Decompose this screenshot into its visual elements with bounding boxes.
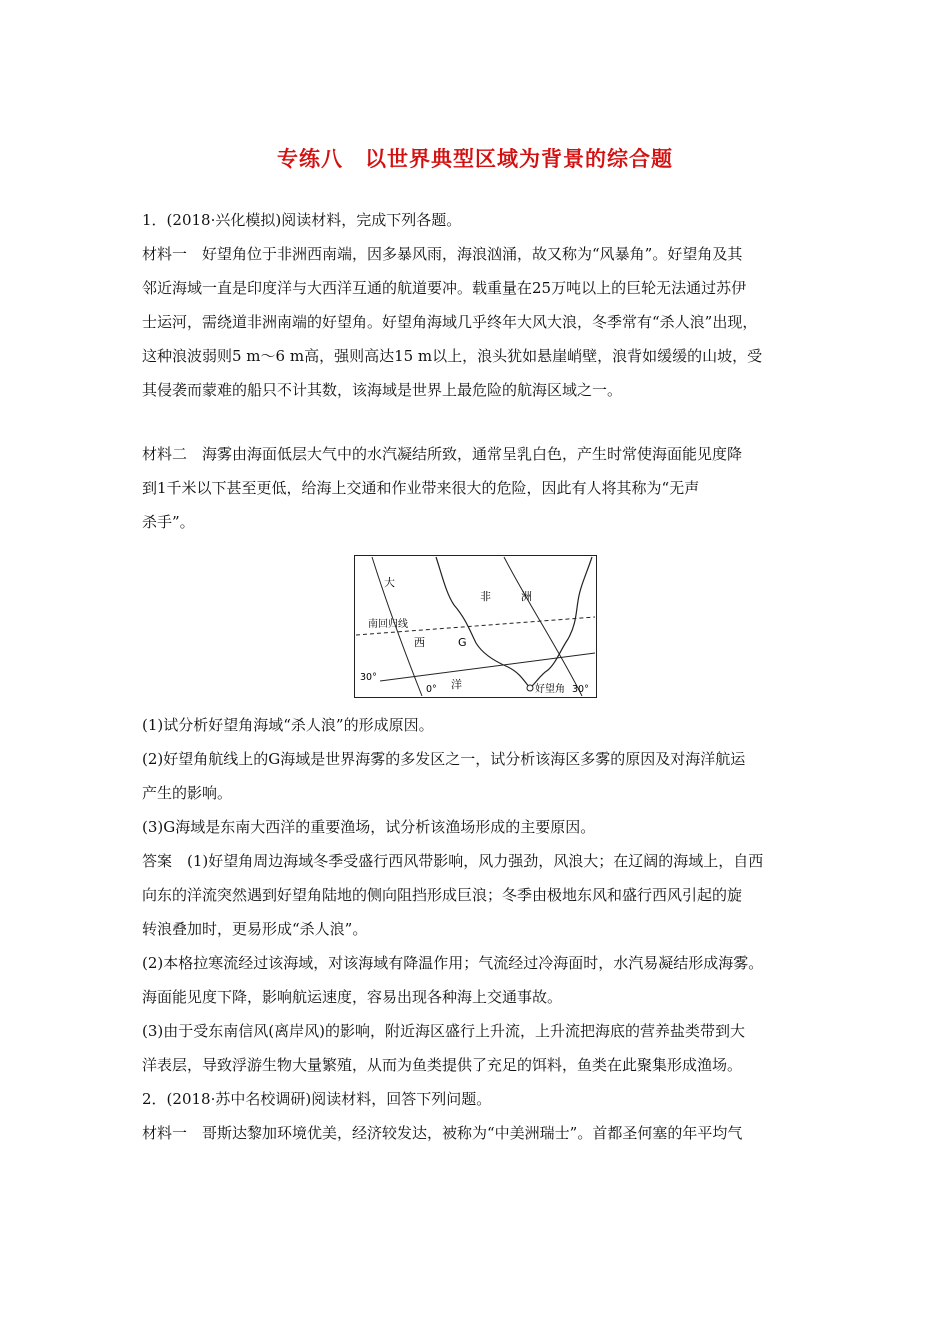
label-30e: 30° xyxy=(572,684,589,695)
label-30w: 30° xyxy=(360,672,377,683)
text-line: 杀手”。 xyxy=(142,513,195,531)
answer-line: 答案 (1)好望角周边海域冬季受盛行西风带影响，风力强劲，风浪大；在辽阔的海域上，自西 xyxy=(142,852,764,870)
material-1-paragraph xyxy=(142,237,810,407)
cape-of-good-hope-map xyxy=(354,555,597,698)
answer-line: 转浪叠加时，更易形成“杀人浪”。 xyxy=(142,920,368,938)
label-fei: 非 xyxy=(480,590,491,603)
label-da: 大 xyxy=(384,576,395,589)
question-2-material-1: 材料一 哥斯达黎加环境优美，经济较发达，被称为“中美洲瑞士”。首都圣何塞的年平均气 xyxy=(142,1124,743,1142)
label-g: G xyxy=(458,636,467,649)
material-2-paragraph xyxy=(142,437,810,539)
label-xi: 西 xyxy=(414,636,425,649)
label-yang: 洋 xyxy=(451,678,462,691)
label-cape: 好望角 xyxy=(535,684,565,695)
label-0: 0° xyxy=(426,684,437,695)
sub-question-1: (1)试分析好望角海域“杀人浪”的形成原因。 xyxy=(142,716,434,734)
page-title: 专练八 以世界典型区域为背景的综合题 xyxy=(277,147,673,171)
label-zhou: 洲 xyxy=(521,590,532,603)
text-line: 这种浪波弱则5 m～6 m高，强则高达15 m以上，浪头犹如悬崖峭壁，浪背如缓缓的山坡，受 xyxy=(142,347,763,365)
question-2-heading: 2．(2018·苏中名校调研)阅读材料，回答下列问题。 xyxy=(142,1090,492,1108)
text-line: 材料一 好望角位于非洲西南端，因多暴风雨，海浪汹涌，故又称为“风暴角”。好望角及其 xyxy=(142,245,743,263)
answer-line: (2)本格拉寒流经过该海域，对该海域有降温作用；气流经过冷海面时，水汽易凝结形成海雾。 xyxy=(142,954,764,972)
sub-question-2: (2)好望角航线上的G海域是世界海雾的多发区之一，试分析该海区多雾的原因及对海洋航运 xyxy=(142,750,746,768)
answer-block xyxy=(142,844,810,1082)
text-line: 到1千米以下甚至更低，给海上交通和作业带来很大的危险，因此有人将其称为“无声 xyxy=(142,479,700,497)
sub-question-2-cont: 产生的影响。 xyxy=(142,784,233,802)
answer-line: (3)由于受东南信风(离岸风)的影响，附近海区盛行上升流，上升流把海底的营养盐类带到大 xyxy=(142,1022,745,1040)
text-line: 材料二 海雾由海面低层大气中的水汽凝结所致，通常呈乳白色，产生时常使海面能见度降 xyxy=(142,445,743,463)
text-line: 邻近海域一直是印度洋与大西洋互通的航道要冲。载重量在25万吨以上的巨轮无法通过苏伊 xyxy=(142,279,747,297)
text-line: 其侵袭而蒙难的船只不计其数，该海域是世界上最危险的航海区域之一。 xyxy=(142,381,623,399)
question-1-heading: 1．(2018·兴化模拟)阅读材料，完成下列各题。 xyxy=(142,211,462,229)
label-tropic: 南回归线 xyxy=(368,619,408,630)
answer-line: 洋表层，导致浮游生物大量繁殖，从而为鱼类提供了充足的饵料，鱼类在此聚集形成渔场。 xyxy=(142,1056,743,1074)
question-2 xyxy=(142,1082,810,1150)
answer-line: 向东的洋流突然遇到好望角陆地的侧向阻挡形成巨浪；冬季由极地东风和盛行西风引起的旋 xyxy=(142,886,743,904)
text-line: 士运河，需绕道非洲南端的好望角。好望角海域几乎终年大风大浪，冬季常有“杀人浪”出现， xyxy=(142,313,758,331)
answer-line: 海面能见度下降，影响航运速度，容易出现各种海上交通事故。 xyxy=(142,988,563,1006)
sub-questions xyxy=(142,708,810,844)
sub-question-3: (3)G海域是东南大西洋的重要渔场，试分析该渔场形成的主要原因。 xyxy=(142,818,596,836)
cape-point-marker xyxy=(527,685,533,691)
